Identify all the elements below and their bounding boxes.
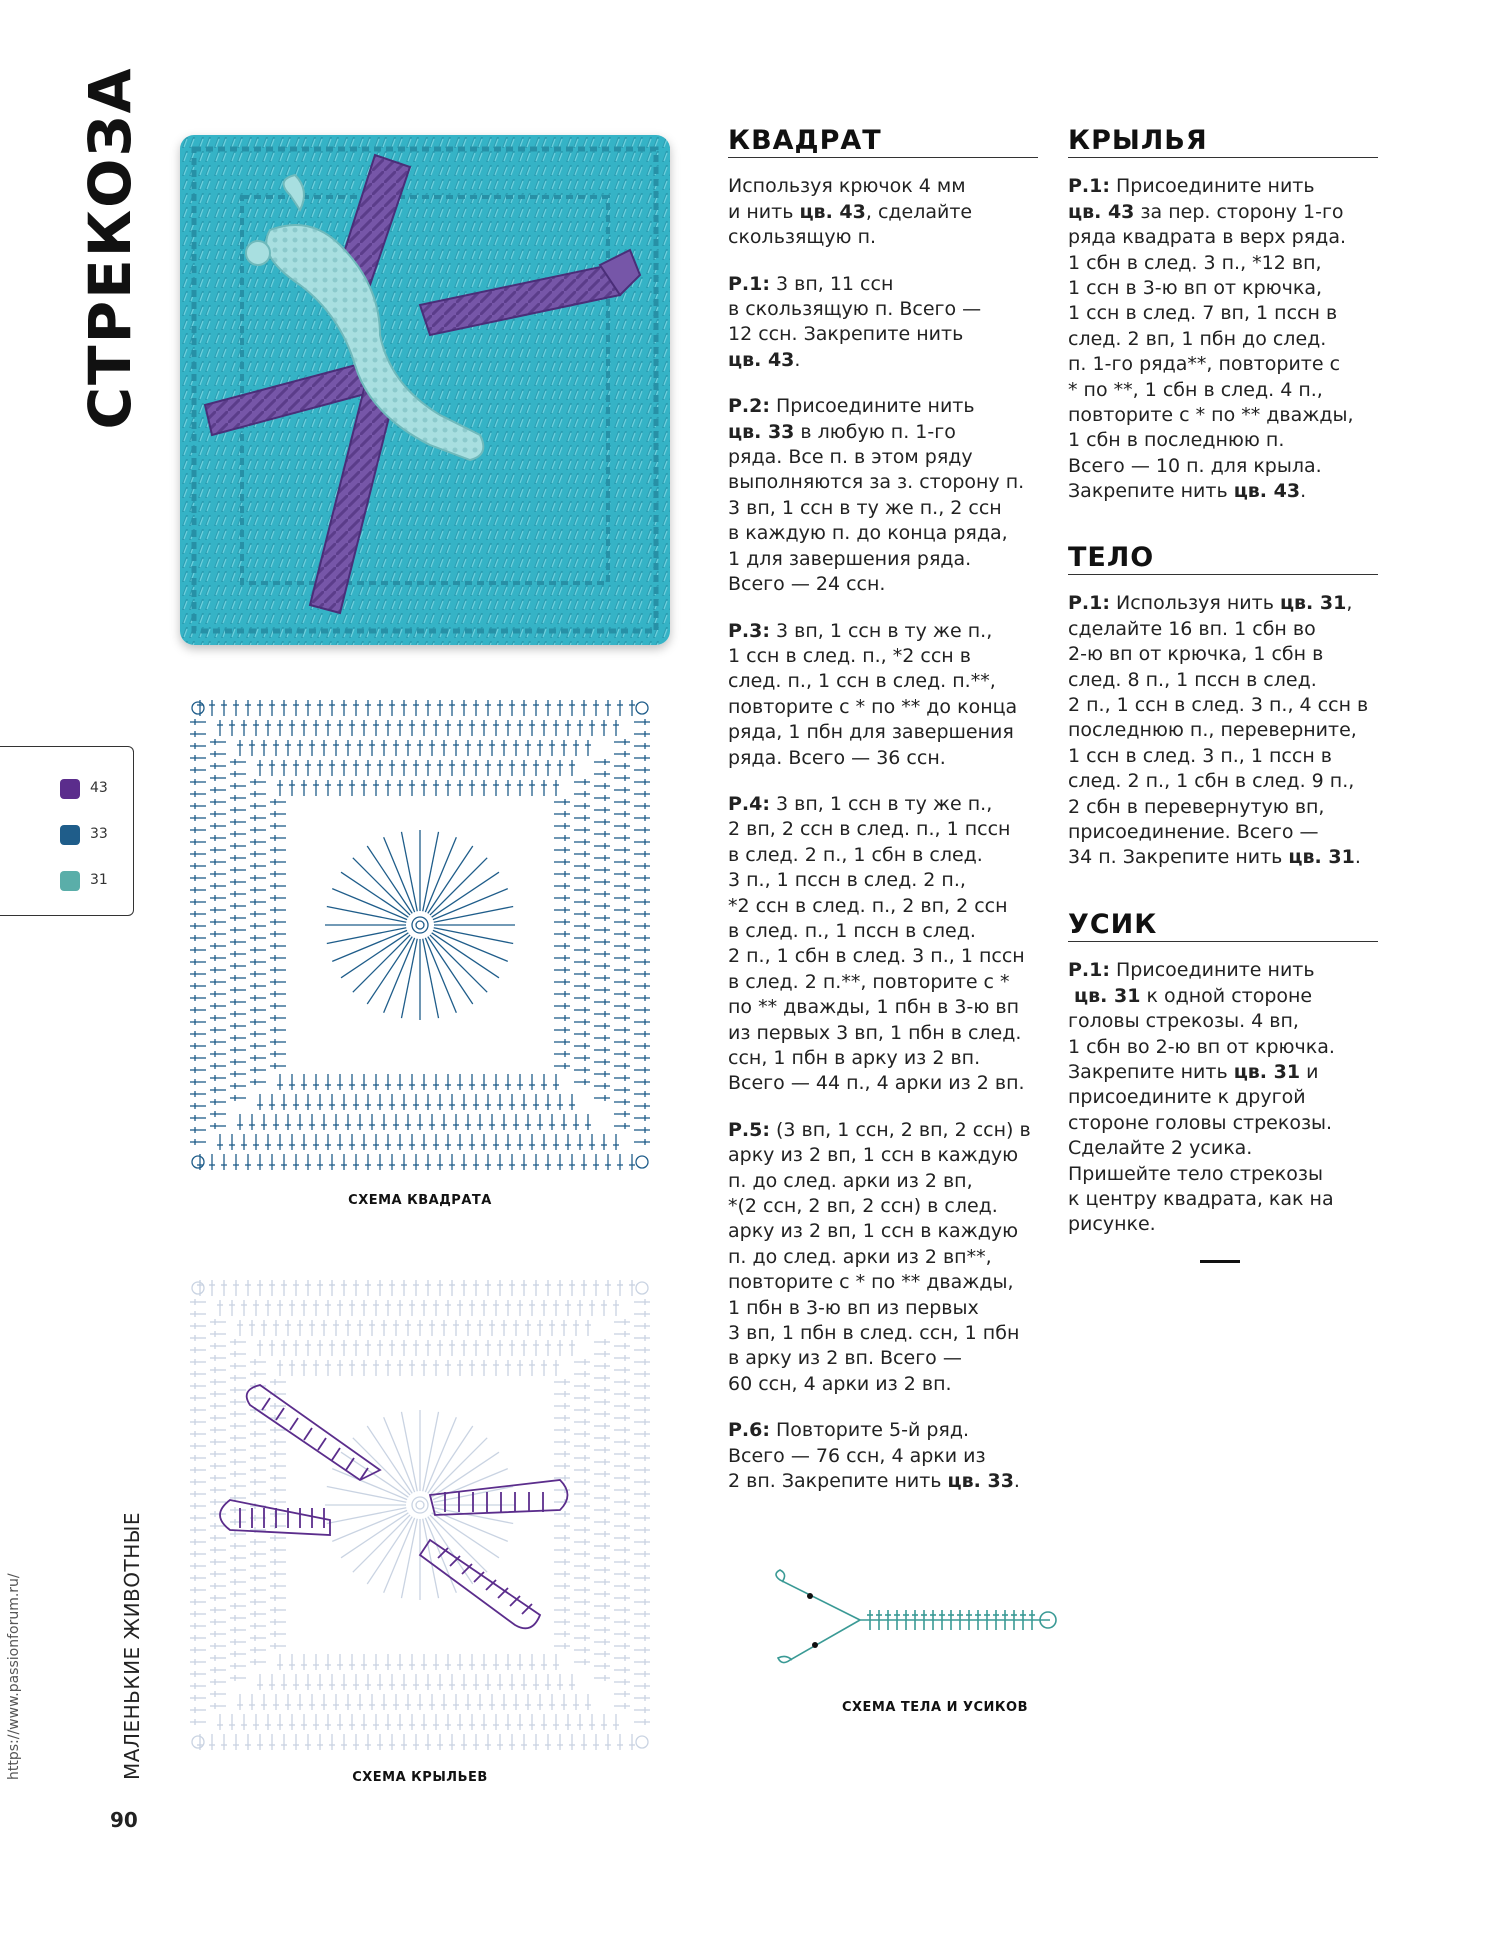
antenna-instructions [1068, 909, 1378, 1263]
wings-heading: КРЫЛЬЯ [1068, 128, 1378, 158]
swatch-31 [60, 871, 80, 891]
body-paragraphs [1068, 591, 1378, 870]
swatch-43 [60, 779, 80, 799]
wings-chart [180, 1270, 660, 1760]
instruction-paragraph: Р.6: Повторите 5-й ряд. Всего — 76 ссн, 4 арки из 2 вп. Закрепите нить цв. 33. [728, 1419, 1020, 1493]
color-legend [0, 746, 134, 916]
body-instructions [1068, 542, 1378, 892]
square-paragraphs [728, 174, 1038, 1494]
square-heading: КВАДРАТ [728, 128, 1038, 158]
page-title: СТРЕКОЗА [76, 66, 144, 430]
photo-illustration [180, 135, 670, 645]
end-mark [1200, 1260, 1240, 1263]
wings-paragraphs [1068, 174, 1378, 504]
wings-chart-caption: СХЕМА КРЫЛЬЕВ [352, 1770, 488, 1785]
square-instructions [728, 125, 1038, 1516]
instruction-paragraph: Р.1: Присоедините нить цв. 43 за пер. сторону 1-го ряда квадрата в верх ряда. 1 сбн в след. 3 п., *12 вп, 1 ссн в 3-ю вп от крючка, 1 ссн в след. 7 вп, 1 пссн в след. 2 вп, 1 пбн до след. п. 1-го ряда**, повторите с * по **, 1 сбн в след. 4 п., повторите с * по ** дважды, 1 сбн в последнюю п. Всего — 10 п. для крыла. Закрепите нить цв. 43. [1068, 175, 1354, 503]
instruction-paragraph: Р.4: 3 вп, 1 ссн в ту же п., 2 вп, 2 ссн в след. п., 1 пссн в след. 2 п., 1 сбн в след. 3 п., 1 пссн в след. 2 п., *2 ссн в след. п., 2 вп, 2 ссн в след. п., 1 пссн в след. 2 п., 1 сбн в след. 3 п., 1 пссн в след. 2 п.**, повторите с * по ** дважды, 1 пбн в 3-ю вп из первых 3 вп, 1 пбн в след. ссн, 1 пбн в арку из 2 вп. Всего — 44 п., 4 арки из 2 вп. [728, 792, 1025, 1095]
square-chart-svg [180, 690, 660, 1180]
instruction-paragraph: Р.1: 3 вп, 11 ссн в скользящую п. Всего — 12 ссн. Закрепите нить цв. 43. [728, 272, 982, 371]
instruction-paragraph: Р.1: Используя нить цв. 31, сделайте 16 вп. 1 сбн во 2-ю вп от крючка, 1 сбн в след. 8 п., 1 пссн в след. 2 п., 1 ссн в след. 3 п., 4 ссн в последнюю п., переверните, 1 ссн в след. 3 п., 1 пссн в след. 2 п., 1 сбн в след. 9 п., 2 сбн в перевернутую вп, присоединение. Всего — 34 п. Закрепите нить цв. 31. [1068, 592, 1369, 869]
body-chart-caption: СХЕМА ТЕЛА И УСИКОВ [841, 1700, 1029, 1715]
instruction-paragraph: Р.3: 3 вп, 1 ссн в ту же п., 1 ссн в след. п., *2 ссн в след. п., 1 ссн в след. п.**, повторите с * по ** до конца ряда, 1 пбн для завершения ряда. Всего — 36 ссн. [728, 619, 1018, 769]
instruction-paragraph: Р.1: Присоедините нить цв. 31 к одной стороне головы стрекозы. 4 вп, 1 сбн во 2-ю вп от крючка. Закрепите нить цв. 31 и присоедините к другой стороне головы стрекозы. Сделайте 2 усика. Пришейте тело стрекозы к центру квадрата, как на рисунке. [1068, 959, 1335, 1236]
swatch-label-43: 43 [90, 780, 108, 796]
instruction-paragraph: Р.2: Присоедините нить цв. 33 в любую п. 1-го ряда. Все п. в этом ряду выполняются за з. сторону п. 3 вп, 1 ссн в ту же п., 2 ссн в каждую п. до конца ряда, 1 для завершения ряда. Всего — 24 ссн. [728, 395, 1025, 596]
source-url[interactable]: https://www.passionforum.ru/ [6, 1573, 22, 1780]
square-chart [180, 690, 660, 1180]
swatch-label-33: 33 [90, 826, 108, 842]
square-chart-caption: СХЕМА КВАДРАТА [348, 1193, 492, 1208]
body-chart-svg [770, 1560, 1060, 1670]
section-name: МАЛЕНЬКИЕ ЖИВОТНЫЕ [120, 1511, 144, 1780]
swatch-33 [60, 825, 80, 845]
body-chart [770, 1560, 1060, 1670]
dragonfly-square-photo [180, 135, 670, 645]
wings-instructions [1068, 125, 1378, 526]
swatch-label-31: 31 [90, 872, 108, 888]
instruction-paragraph: Используя крючок 4 мм и нить цв. 43, сделайте скользящую п. [728, 175, 973, 249]
page-number: 90 [110, 1808, 138, 1832]
instruction-paragraph: Р.5: (3 вп, 1 ссн, 2 вп, 2 ссн) в арку из 2 вп, 1 ссн в каждую п. до след. арки из 2 вп, *(2 ссн, 2 вп, 2 ссн) в след. арку из 2 вп, 1 ссн в каждую п. до след. арки из 2 вп**, повторите с * по ** дважды, 1 пбн в 3-ю вп из первых 3 вп, 1 пбн в след. ссн, 1 пбн в арку из 2 вп. Всего — 60 ссн, 4 арки из 2 вп. [728, 1118, 1031, 1395]
antenna-paragraphs [1068, 958, 1378, 1237]
wings-chart-svg [180, 1270, 660, 1760]
antenna-heading: УСИК [1068, 912, 1378, 942]
body-heading: ТЕЛО [1068, 545, 1378, 575]
page-title-block [60, 66, 160, 430]
